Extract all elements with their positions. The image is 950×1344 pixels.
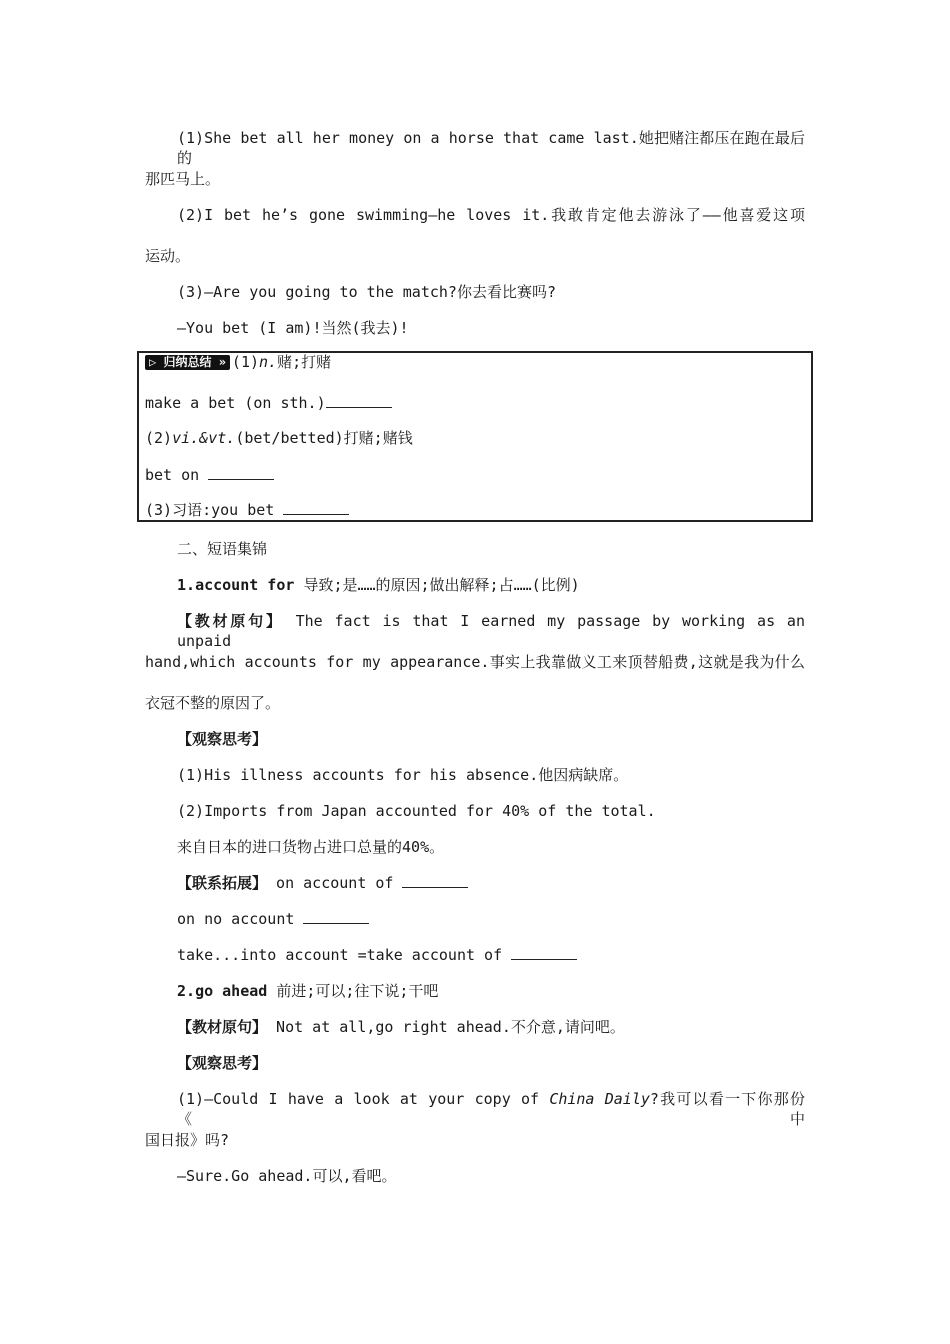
bet-example-2-line2: 运动。 — [145, 247, 191, 265]
phrase-2-heading: 2.go ahead 前进;可以;往下说;干吧 — [177, 982, 439, 1000]
summary-title-badge: ▷ 归纳总结 » — [145, 355, 230, 370]
phrase-2-example-1-line1: (1)—Could I have a look at your copy of China Daily?我可以看一下你那份《中 — [177, 1090, 805, 1128]
bet-example-3-question: (3)—Are you going to the match?你去看比赛吗? — [177, 283, 556, 301]
bet-example-3-answer: —You bet (I am)!当然(我去)! — [177, 319, 409, 337]
summary-line-2: make a bet (on sth.) — [145, 393, 392, 413]
bet-example-1-line1: (1)She bet all her money on a horse that came last.她把赌注都压在跑在最后的 — [177, 129, 805, 167]
phrase-1-example-1: (1)His illness accounts for his absence.他因病缺席。 — [177, 766, 629, 784]
phrase-1-example-2-cn: 来自日本的进口货物占进口总量的40%。 — [177, 838, 445, 856]
phrase-1-observe-label: 【观察思考】 — [177, 730, 268, 748]
fill-blank[interactable] — [208, 466, 274, 480]
phrase-1-heading: 1.account for 导致;是……的原因;做出解释;占……(比例) — [177, 576, 580, 594]
summary-line-3: (2)vi.&vt.(bet/betted)打赌;赌钱 — [145, 429, 413, 447]
fill-blank[interactable] — [402, 874, 468, 888]
fill-blank[interactable] — [283, 501, 349, 515]
phrase-2-observe-label: 【观察思考】 — [177, 1054, 268, 1072]
bet-example-2-line1: (2)I bet he’s gone swimming—he loves it.我敢肯定他去游泳了——他喜爱这项 — [177, 206, 805, 224]
phrase-1-extend-2: on no account — [177, 909, 369, 929]
fill-blank[interactable] — [326, 394, 392, 408]
fill-blank[interactable] — [303, 910, 369, 924]
summary-line-5: (3)习语:you bet — [145, 500, 349, 520]
summary-line-4: bet on — [145, 465, 274, 485]
phrase-1-source-line1: 【教材原句】 The fact is that I earned my passage by working as an unpaid — [177, 612, 805, 650]
phrase-1-extend-3: take...into account =take account of — [177, 945, 577, 965]
phrase-1-source-line2: hand,which accounts for my appearance.事实上我靠做义工来顶替船费,这就是我为什么 — [145, 653, 805, 671]
section-heading: 二、短语集锦 — [177, 540, 268, 558]
phrase-1-extend-1: 【联系拓展】 on account of — [177, 873, 468, 893]
summary-line-1: ▷ 归纳总结 » (1)n.赌;打赌 — [145, 352, 331, 372]
phrase-1-example-2: (2)Imports from Japan accounted for 40% of the total. — [177, 802, 656, 820]
phrase-1-source-line3: 衣冠不整的原因了。 — [145, 694, 281, 712]
phrase-2-example-1-reply: —Sure.Go ahead.可以,看吧。 — [177, 1167, 397, 1185]
phrase-2-source: 【教材原句】 Not at all,go right ahead.不介意,请问吧。 — [177, 1018, 625, 1036]
bet-example-1-line2: 那匹马上。 — [145, 170, 221, 188]
fill-blank[interactable] — [511, 946, 577, 960]
phrase-2-example-1-line2: 国日报》吗? — [145, 1131, 230, 1149]
